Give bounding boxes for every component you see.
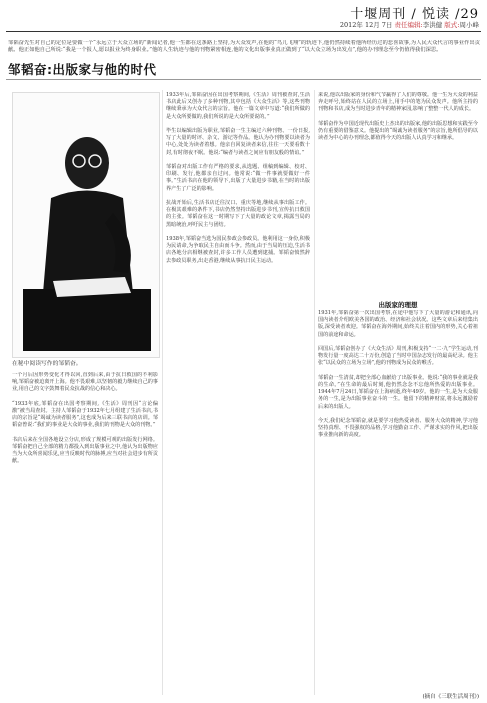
header-rule: [6, 31, 481, 32]
page-header: [0, 0, 487, 33]
portrait-illustration: [13, 93, 159, 357]
editor-name: 李洪健: [422, 21, 443, 29]
designer-name: 周小峰: [459, 21, 479, 29]
title-rule: [6, 79, 481, 80]
article-title: 邹韬奋:出版家与他的时代: [8, 62, 157, 77]
masthead: 十堰周刊 / 悦读 /29: [350, 7, 479, 22]
article-column-3-top: 来说,他以出版家的身份和气节赢得了人们的尊敬。他一生为大众的利益奔走呼号,始终站在人民的立场上,用手中的笔为民众发声。他所主持的刊物和书店,成为当时进步青年的精神家园,影响了整整一代人的成长。 邹韬奋作为中国近现代出版史上杰出的出版家,他的出版思想和实践至今仍有重要的借鉴意义。他提出的“竭诚为读者服务”的宗旨,他所倡导的以读者为中心的办刊理念,都值得今天的出版人认真学习和继承。: [318, 92, 478, 142]
article-column-2: 1933年后,邹韬奋因在出国考察期间,《生活》周刊被查封,生活书店此后又创办了多种刊物,其中包括《大众生活》等,这些刊物继续秉承为大众代言的宗旨。他在一篇文章中写道:“我们所做的是大众所要做的,我们所说的是大众所要说的。” 毕生以编辑出版为职业,邹韬奋一生主编过六种刊物、一份日报,写了大量的时评、杂文、游记等作品。他认为办刊物要以读者为中心,处处为读者着想。他亲自回复读者来信,往往一天要看数十封,有时彻夜不眠。他说:“编者与读者之间应有朋友般的情谊。” 邹韬奋对出版工作有严格的要求,从选题、组稿到编辑、校对、印刷、发行,他都亲自过问。他常说:“做一件事就要做好一件事。”生活书店在他的领导下,出版了大量进步书籍,在当时的出版界产生了广泛的影响。 抗战开始后,生活书店迁往汉口、重庆等地,继续从事出版工作。在极其艰难的条件下,书店仍然坚持出版进步书刊,宣传抗日救国的主张。邹韬奋在这一时期写下了大量的政论文章,揭露当局的黑暗统治,呼吁民主与团结。 1938年,邹韬奋当选为国民参政会参政员。他利用这一身份,积极为民请命,为争取民主自由而斗争。然而,由于当局的压迫,生活书店各地分店相继被查封,许多工作人员遭到逮捕。邹韬奋愤然辞去参政员职务,出走香港,继续从事抗日民主运动。: [166, 92, 310, 264]
editor-label: 责任编辑:: [394, 21, 423, 29]
article-column-1: 一个月后因形势变化才得以回,直到后来,由于抗日救国的不利影响,邹韬奋被迫离开上海。他不畏艰难,以坚韧的毅力继续自己的事业,用自己的文字鼓舞着民众抗战的信心和决心。 “1933年底,邹韬奋在出国考察期间,《生活》周刊因“言论偏激”被当局查封。主持人邹韬奋于1932年七月组建了生活书店,书店的宗旨是“竭诚为读者服务”,这也成为后来三联书店的店训。邹韬奋曾说:“我们的事业是大众的事业,我们的刊物是大众的刊物。” 书店后来在全国各地设立分店,形成了规模可观的出版发行网络。邹韬奋把自己全部的精力都投入到出版事业之中,他认为出版物应当为大众所喜闻乐见,应当反映时代的脉搏,应当对社会进步有所贡献。: [12, 372, 158, 465]
source-credit: (摘自《三联生活周刊》): [422, 694, 479, 700]
article-lead: 邹韬奋先生对自己的定位是要做一个“永远立于大众立场的”新闻记者,他一生都在这条路上坚持,为大众发声,在他的“鸟儿飞翔”的轨迹下,他仍然持续着他所经历过的悲喜故事,为人民大众代言的事业作出贡献。他正如他自己所说:“我是一个报人,愿以报业为终身职业。”他的人生轨迹与他的刊物紧密相连,他的文化出版事业真正做到了“以大众立场为出发点”,他的办刊理念至今仍值得我们深思。: [8, 40, 480, 53]
design-label: 版式:: [444, 21, 460, 29]
photo-caption: 在秘中阅读写作的邹韬奋。: [12, 361, 82, 367]
dateline: [340, 20, 479, 29]
section-subhead: 出版家的理想: [378, 301, 418, 309]
issue-date: 2012年 12月 7日: [339, 21, 393, 29]
article-column-3-bottom: 1931年,邹韬奋第一次出国考察,在途中他写下了大量的游记和通讯,向国内读者介绍欧美各国的政治、经济和社会状况。这些文章后来结集出版,深受读者欢迎。邹韬奋在海外期间,始终关注着国内的形势,关心着祖国的前途和命运。 回国后,邹韬奋创办了《大众生活》周刊,积极支持“一二·九”学生运动,刊物发行量一度高达二十万份,创造了当时中国杂志发行的最高纪录。他主张“以民众的立场为立场”,他的刊物成为民众的喉舌。 邹韬奋一生清贫,却把全部心血献给了出版事业。他说:“我的事业就是我的生命。”在生命的最后时刻,他仍然念念不忘他所热爱的出版事业。1944年7月24日,邹韬奋在上海病逝,终年49岁。他的一生,是为大众服务的一生,是为出版事业奋斗的一生。他留下的精神财富,将永远激励着后来的出版人。 今天,我们纪念邹韬奋,就是要学习他热爱读者、服务大众的精神,学习他坚持真理、不畏强权的品格,学习他勤奋工作、严谨求实的作风,把出版事业推向新的高度。: [318, 310, 478, 439]
column-divider: [162, 90, 163, 695]
column-divider: [314, 90, 315, 695]
portrait-photo: [12, 92, 160, 358]
